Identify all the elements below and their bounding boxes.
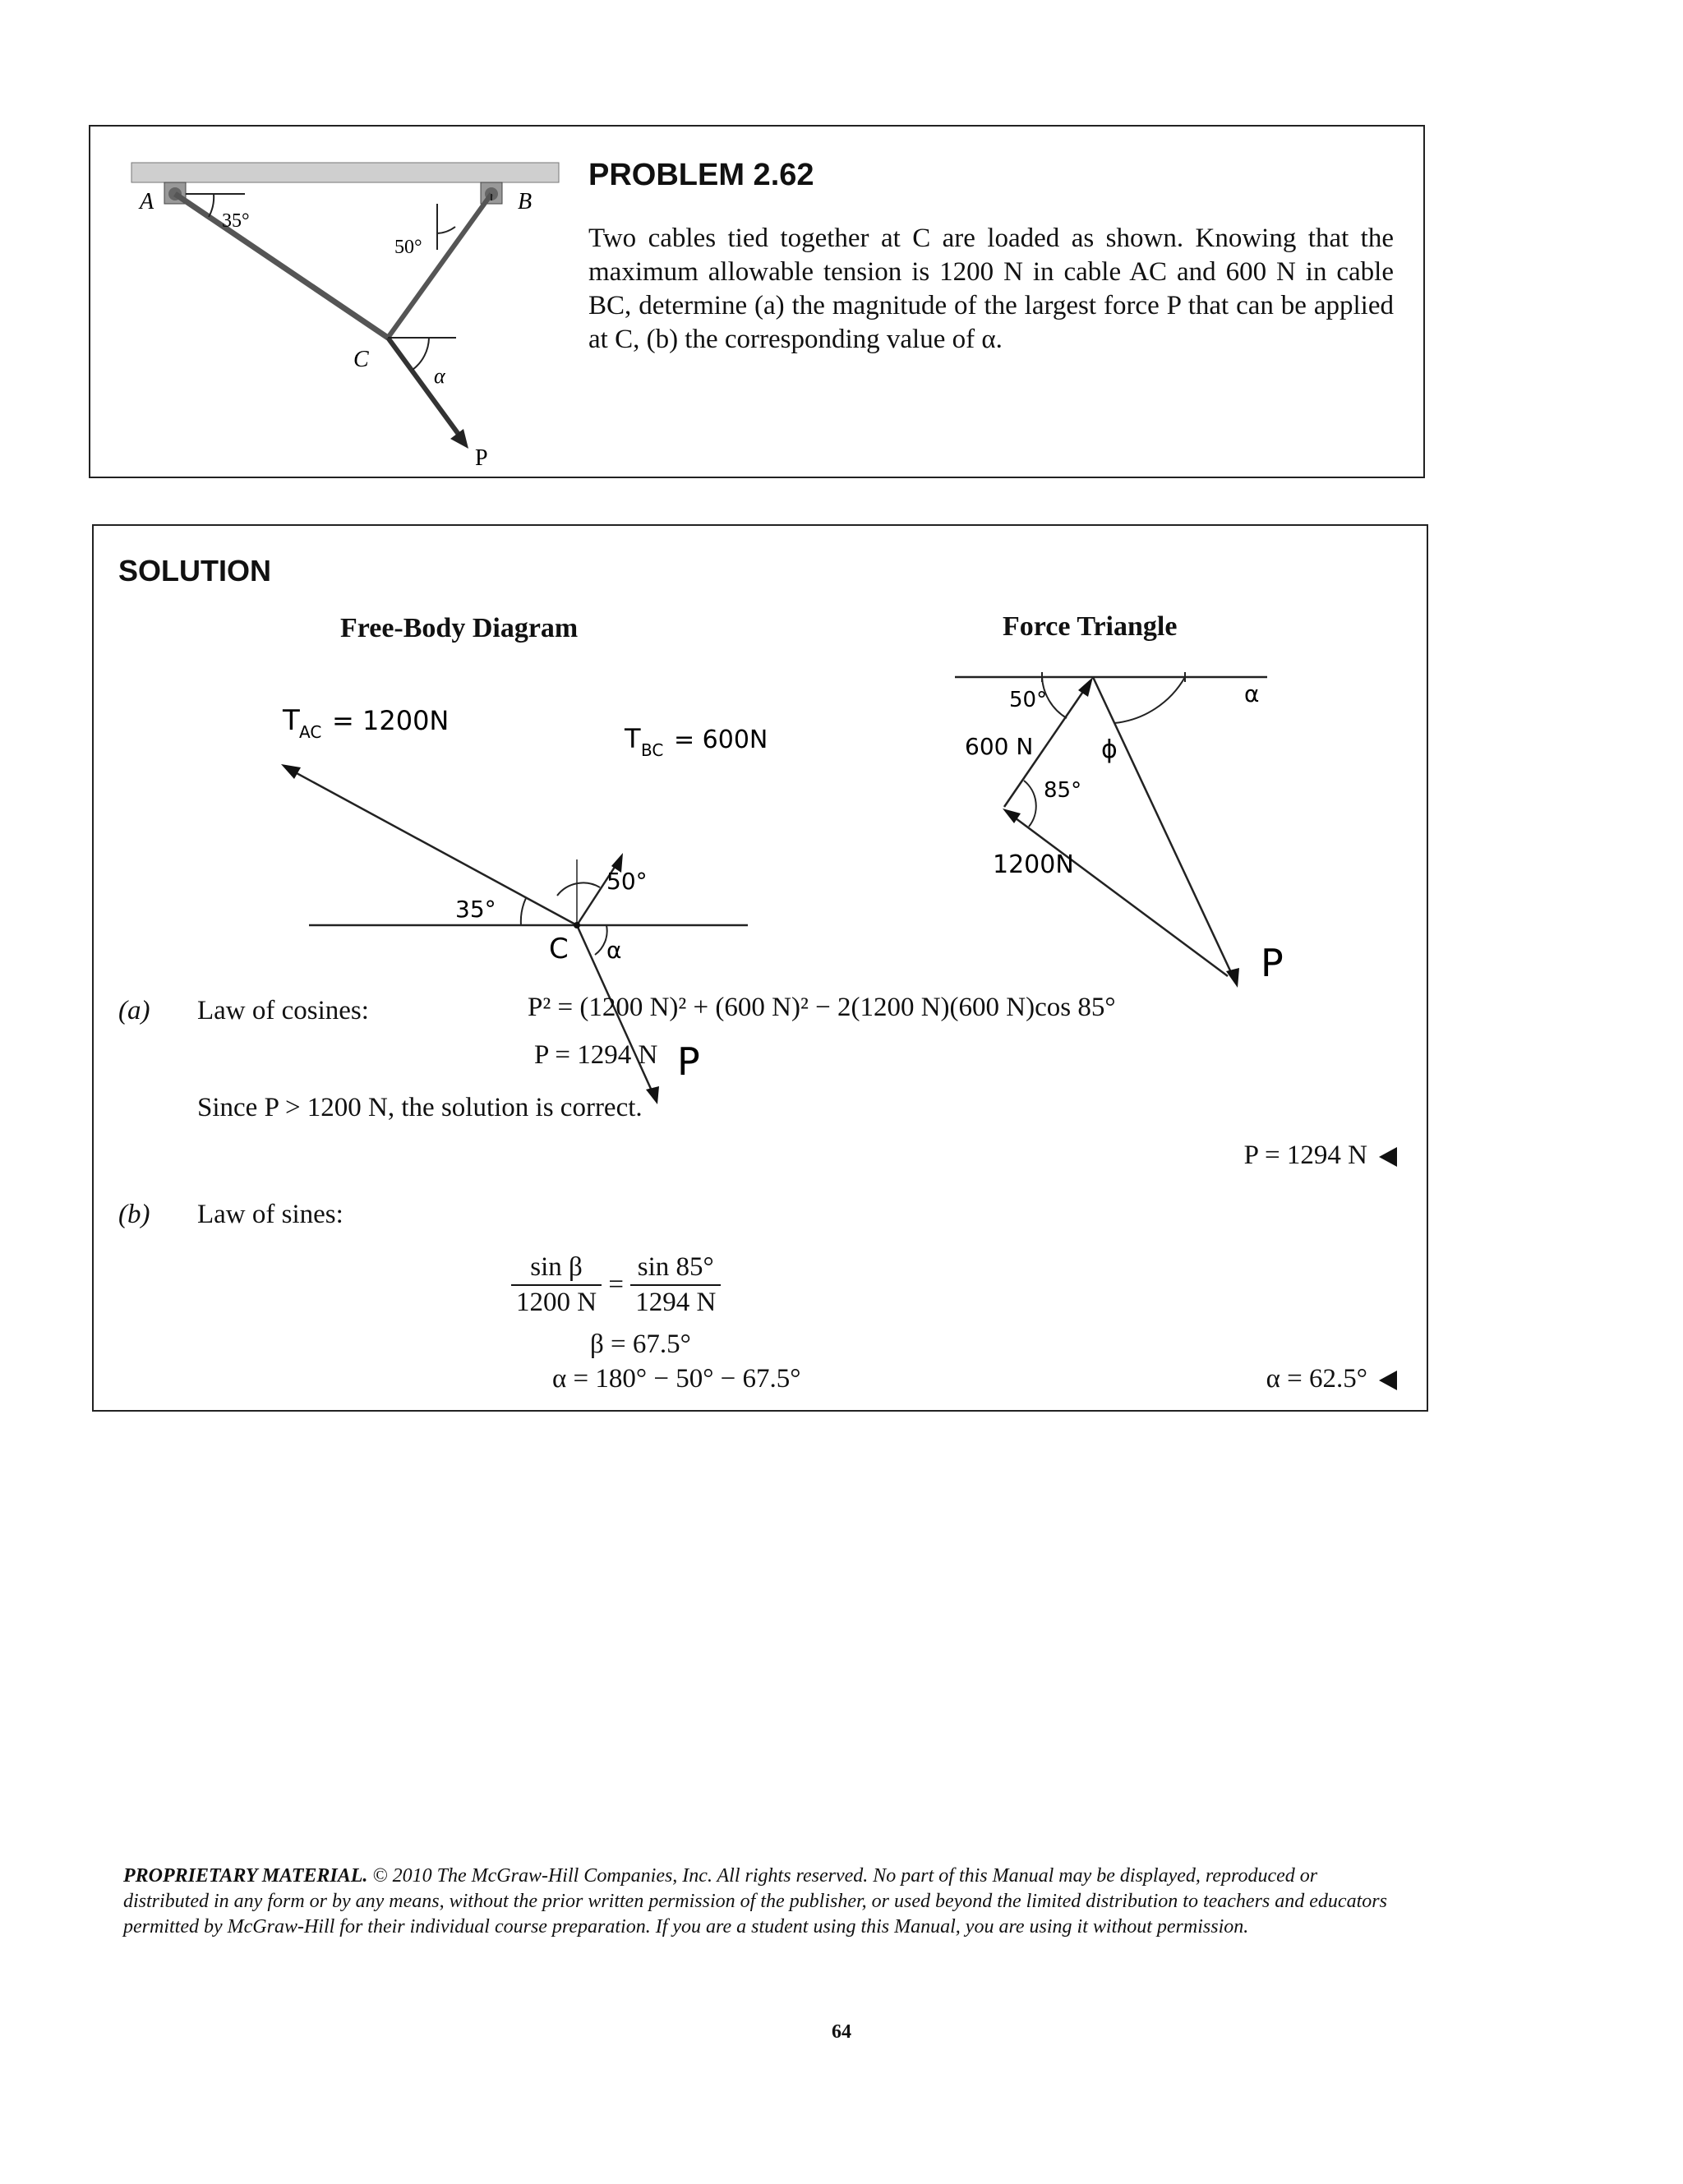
fraction-85: [630, 1252, 721, 1318]
fraction-beta: [511, 1252, 602, 1318]
ceiling: [131, 163, 559, 182]
page-number: 64: [832, 2021, 851, 2043]
tri-label-1200: 1200N: [993, 850, 1074, 879]
force-triangle: [932, 666, 1359, 1011]
tri-label-p: P: [1261, 941, 1284, 985]
arc-35: [209, 194, 214, 217]
label-c: C: [353, 347, 369, 372]
part-a-note: Since P > 1200 N, the solution is correct.: [197, 1093, 643, 1122]
problem-figure: [107, 151, 567, 496]
fbd-tbc-sub: BC: [641, 740, 664, 760]
label-a: A: [140, 189, 154, 214]
part-b-eq-beta: β = 67.5°: [590, 1329, 691, 1359]
part-a-answer-row: [1244, 1140, 1397, 1171]
cable-bc: [388, 194, 491, 338]
tri-label-600: 600 N: [965, 733, 1034, 760]
part-b-eq-alpha: α = 180° − 50° − 67.5°: [552, 1364, 801, 1394]
part-a-method: Law of cosines:: [197, 996, 369, 1025]
part-b-label: (b): [118, 1200, 150, 1229]
tri-label-phi: ϕ: [1101, 735, 1118, 764]
sine-ratio-equation: [511, 1252, 721, 1318]
fraction-85-denominator: 1294 N: [635, 1288, 717, 1317]
part-b-method: Law of sines:: [197, 1200, 344, 1229]
fbd-label-c: C: [549, 933, 569, 965]
fbd-tac-value: = 1200N: [332, 705, 450, 736]
angle-alpha: α: [434, 364, 445, 388]
tri-p-arrowhead: [1226, 968, 1239, 988]
fbd-arc-alpha: [595, 925, 607, 955]
angle-35: 35°: [222, 210, 250, 232]
part-a-label: (a): [118, 996, 150, 1025]
fbd-angle-35: 35°: [455, 896, 496, 923]
answer-marker-icon: [1379, 1371, 1397, 1390]
triangle-title: Force Triangle: [1003, 611, 1178, 642]
copyright-notice: [123, 1864, 1405, 1940]
cable-ac: [175, 194, 388, 338]
part-b-answer: α = 62.5°: [1266, 1364, 1367, 1394]
tri-arc-85: [1024, 781, 1036, 827]
solution-heading: SOLUTION: [118, 554, 271, 587]
footer-text: © 2010 The McGraw-Hill Companies, Inc. All rights reserved. No part of this Manual may be displayed, reproduced or distributed in any form or by any means, without the prior written permission of the publisher, or used beyond the limited distribution to teachers and educators permitted by McGraw-Hill for their individual course preparation. If you are a student using this Manual, you are using it without permission.: [123, 1865, 1387, 1937]
problem-box: [89, 125, 1425, 478]
fbd-tac-sub: AC: [299, 722, 322, 742]
angle-50: 50°: [394, 237, 422, 258]
arc-50: [437, 227, 455, 233]
fbd-tbc-t: T: [625, 723, 641, 754]
fraction-equals: =: [608, 1269, 624, 1300]
fbd-label-p: P: [677, 1039, 700, 1084]
tri-angle-85: 85°: [1044, 778, 1082, 803]
fbd-arc-35: [521, 898, 526, 925]
fbd-point-c: [574, 922, 580, 928]
fbd-title: Free-Body Diagram: [340, 613, 579, 643]
arc-alpha: [413, 338, 429, 370]
fraction-beta-denominator: 1200 N: [516, 1288, 597, 1317]
fbd-tac-arrowhead: [281, 764, 301, 779]
fbd-tac-line: [288, 768, 577, 925]
fbd-arc-50: [557, 882, 600, 896]
problem-text: Two cables tied together at C are loaded as shown. Knowing that the maximum allowable tension is 1200 N in cable AC and 600 N in cable BC, determine (a) the magnitude of the largest force P that can be applied at C, (b) the corresponding value of α.: [588, 223, 1394, 354]
label-b: B: [518, 189, 533, 214]
tri-label-alpha: α: [1244, 680, 1260, 707]
part-a-eq1: P² = (1200 N)² + (600 N)² − 2(1200 N)(600 N)cos 85°: [528, 993, 1116, 1022]
answer-marker-icon: [1379, 1147, 1397, 1167]
tri-arc-alpha: [1114, 677, 1185, 723]
solution-box: [92, 524, 1428, 1412]
tri-p-side: [1093, 677, 1234, 979]
fraction-beta-numerator: sin β: [511, 1252, 602, 1286]
label-p: P: [475, 445, 488, 471]
fbd-label-alpha: α: [606, 937, 622, 964]
tri-angle-50: 50°: [1009, 688, 1048, 712]
problem-heading: PROBLEM 2.62: [588, 158, 814, 192]
footer-bold: PROPRIETARY MATERIAL.: [123, 1865, 368, 1887]
fbd-angle-50: 50°: [606, 868, 648, 895]
part-a-eq2: P = 1294 N: [534, 1040, 658, 1070]
fraction-85-numerator: sin 85°: [630, 1252, 721, 1286]
fbd-tac-t: T: [283, 704, 300, 737]
fbd-tbc-value: = 600N: [674, 726, 768, 754]
fbd-p-arrowhead: [646, 1086, 659, 1104]
part-b-answer-row: [1266, 1364, 1397, 1394]
part-a-answer: P = 1294 N: [1243, 1140, 1367, 1170]
